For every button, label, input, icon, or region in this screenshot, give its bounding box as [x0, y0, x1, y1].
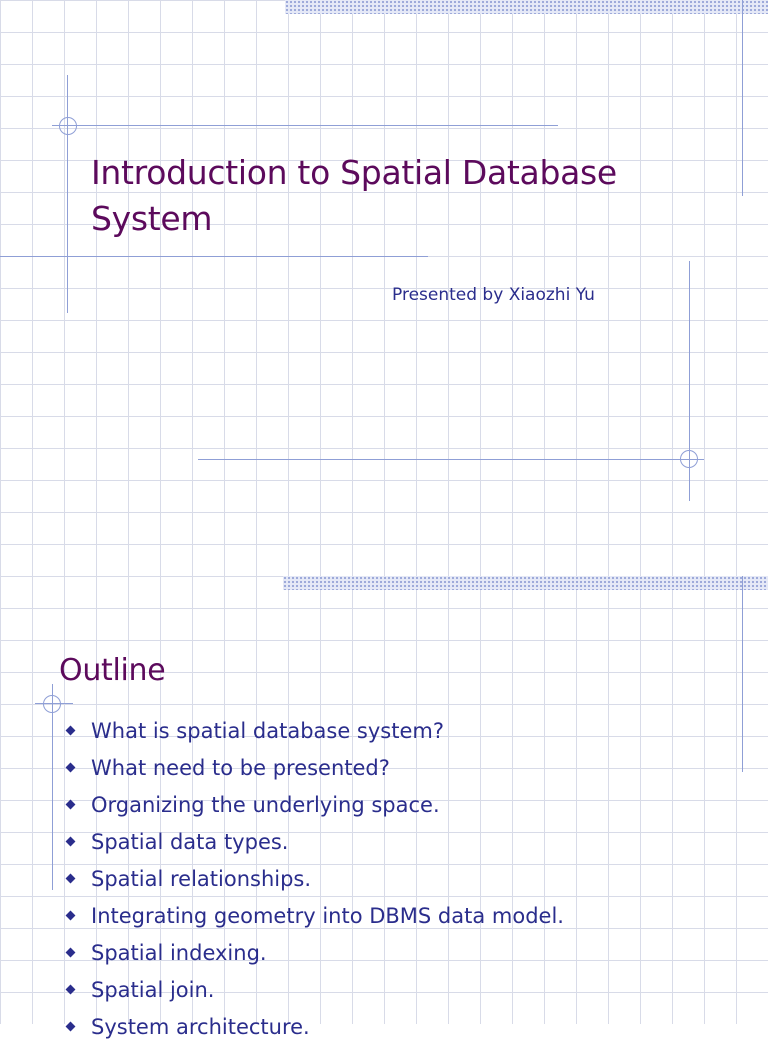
bullet-text: What need to be presented?: [91, 755, 390, 780]
slide-title: Introduction to Spatial Database System: [91, 153, 617, 238]
diamond-bullet-icon: [66, 726, 76, 736]
list-item: [64, 897, 564, 934]
bullet-text: System architecture.: [91, 1014, 310, 1039]
list-item: [64, 712, 564, 749]
list-item: [64, 749, 564, 786]
decorative-line: [67, 75, 68, 313]
decorative-line: [742, 0, 743, 196]
decorative-line: [52, 684, 53, 890]
bullet-text: What is spatial database system?: [91, 718, 444, 743]
dotted-header-band: [283, 576, 768, 590]
outline-bullet-list: [64, 712, 564, 1045]
list-item: [64, 1008, 564, 1045]
decorative-line: [198, 459, 704, 460]
bullet-text: Spatial data types.: [91, 829, 289, 854]
presenter-subtitle: Presented by Xiaozhi Yu: [392, 285, 595, 305]
list-item: [64, 786, 564, 823]
bullet-text: Spatial join.: [91, 977, 215, 1002]
list-item: [64, 823, 564, 860]
decorative-line: [0, 256, 428, 257]
diamond-bullet-icon: [66, 763, 76, 773]
diamond-bullet-icon: [66, 1022, 76, 1032]
diamond-bullet-icon: [66, 911, 76, 921]
bullet-text: Spatial indexing.: [91, 940, 267, 965]
bullet-text: Organizing the underlying space.: [91, 792, 440, 817]
crosshair-circle-icon: [43, 695, 61, 713]
diamond-bullet-icon: [66, 800, 76, 810]
list-item: [64, 934, 564, 971]
slide-heading: Outline: [59, 653, 166, 688]
bullet-text: Integrating geometry into DBMS data model.: [91, 903, 564, 928]
decorative-line: [742, 576, 743, 772]
decorative-line: [52, 125, 558, 126]
diamond-bullet-icon: [66, 948, 76, 958]
diamond-bullet-icon: [66, 985, 76, 995]
list-item: [64, 971, 564, 1008]
crosshair-circle-icon: [59, 117, 77, 135]
bullet-text: Spatial relationships.: [91, 866, 312, 891]
dotted-header-band: [285, 0, 768, 14]
list-item: [64, 860, 564, 897]
slide-2: [0, 576, 768, 1039]
crosshair-circle-icon: [680, 450, 698, 468]
diamond-bullet-icon: [66, 837, 76, 847]
diamond-bullet-icon: [66, 874, 76, 884]
